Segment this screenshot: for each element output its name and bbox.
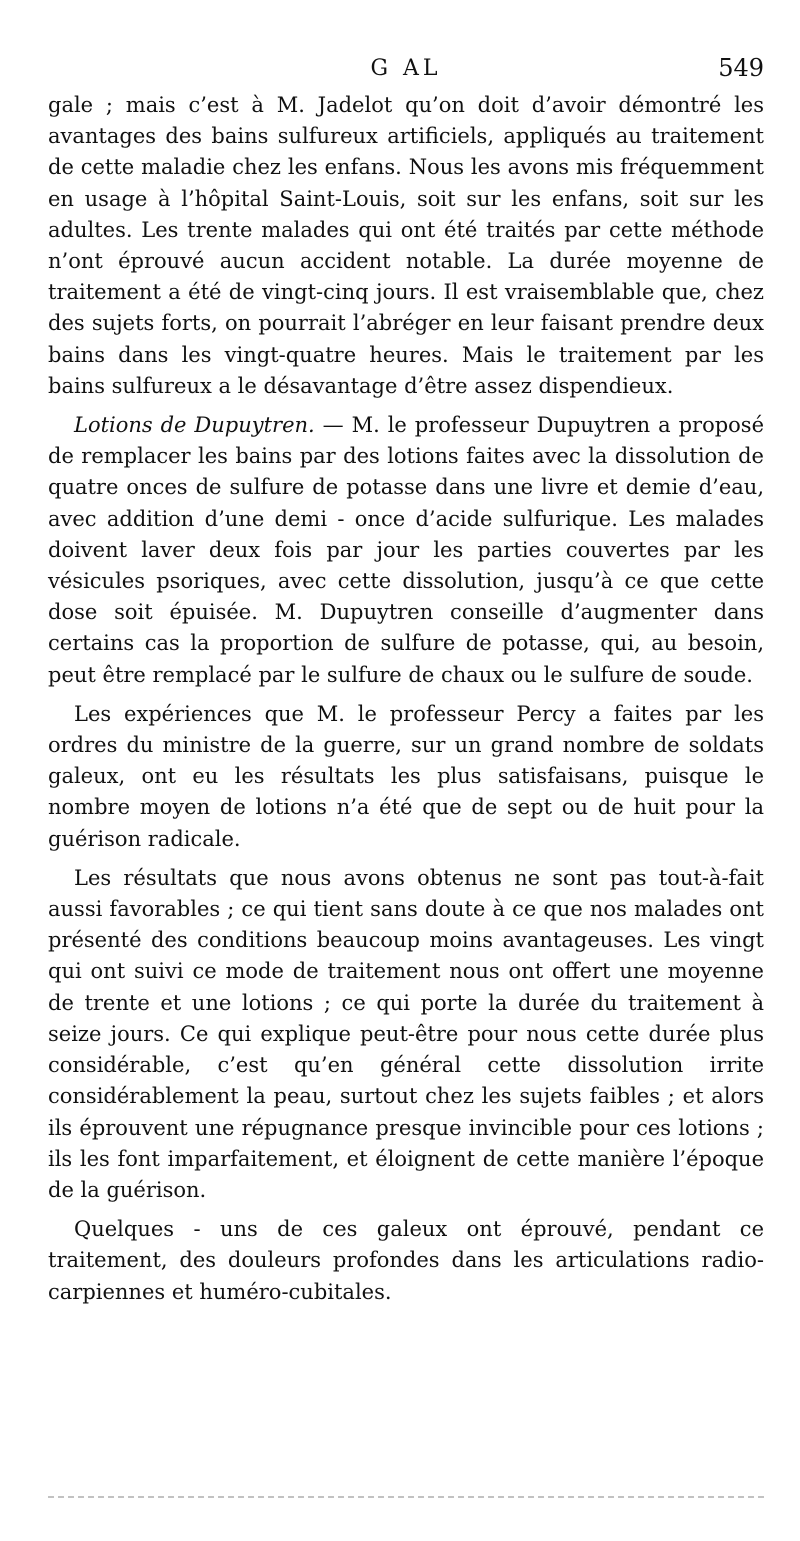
paragraph-3-text: Les expériences que M. le professeur Percy a faites par les ordres du ministre de la guerre, sur un grand nombre de soldats galeux, ont eu les résultats les plus satisfaisans, puisque le nombre moyen de lotions n’a été que de sept ou de huit pour la guérison radicale.: [48, 701, 764, 851]
paragraph-1-text: gale ; mais c’est à M. Jadelot qu’on doit d’avoir démontré les avantages des bains sulfureux artificiels, appliqués au traitement de cette maladie chez les enfans. Nous les avons mis fréquemment en usage à l’hôpital Saint-Louis, soit sur les enfans, soit sur les adultes. Les trente malades qui ont été traités par cette méthode n’ont éprouvé aucun accident notable. La durée moyenne de traitement a été de vingt-cinq jours. Il est vraisemblable que, chez des sujets forts, on pourrait l’abréger en leur faisant prendre deux bains dans les vingt-quatre heures. Mais le traitement par les bains sulfureux a le désavantage d’être assez dispendieux.: [48, 93, 764, 398]
paragraph-3: [48, 699, 764, 855]
footer-rule: [48, 1496, 764, 1498]
paragraph-2-text: — M. le professeur Dupuytren a proposé de remplacer les bains par des lotions faites avec la dissolution de quatre onces de sulfure de potasse dans une livre et demie d’eau, avec addition d’une demi - once d’acide sulfurique. Les malades doivent laver deux fois par jour les parties couvertes par les vésicules psoriques, avec cette dissolution, jusqu’à ce que cette dose soit épuisée. M. Dupuytren conseille d’augmenter dans certains cas la proportion de sulfure de potasse, qui, au besoin, peut être remplacé par le sulfure de chaux ou le sulfure de soude.: [48, 413, 764, 687]
body-text: [48, 90, 764, 1308]
running-head: [48, 54, 764, 88]
paragraph-4: [48, 863, 764, 1206]
paragraph-2: [48, 410, 764, 691]
paragraph-5: [48, 1214, 764, 1308]
paragraph-4-text: Les résultats que nous avons obtenus ne sont pas tout-à-fait aussi favorables ; ce qui tient sans doute à ce que nos malades ont présenté des conditions beaucoup moins avantageuses. Les vingt qui ont suivi ce mode de traitement nous ont offert une moyenne de trente et une lotions ; ce qui porte la durée du traitement à seize jours. Ce qui explique peut-être pour nous cette durée plus considérable, c’est qu’en général cette dissolution irrite considérablement la peau, surtout chez les sujets faibles ; et alors ils éprouvent une répugnance presque invincible pour ces lotions ; ils les font imparfaitement, et éloignent de cette manière l’époque de la guérison.: [48, 865, 764, 1202]
page-number: 549: [718, 54, 764, 82]
running-head-title: G AL: [370, 56, 442, 81]
paragraph-2-lead: Lotions de Dupuytren.: [74, 413, 315, 438]
paragraph-1: [48, 90, 764, 402]
paragraph-5-text: Quelques - uns de ces galeux ont éprouvé, pendant ce traitement, des douleurs profondes dans les articulations radio-carpiennes et huméro-cubitales.: [48, 1217, 764, 1304]
